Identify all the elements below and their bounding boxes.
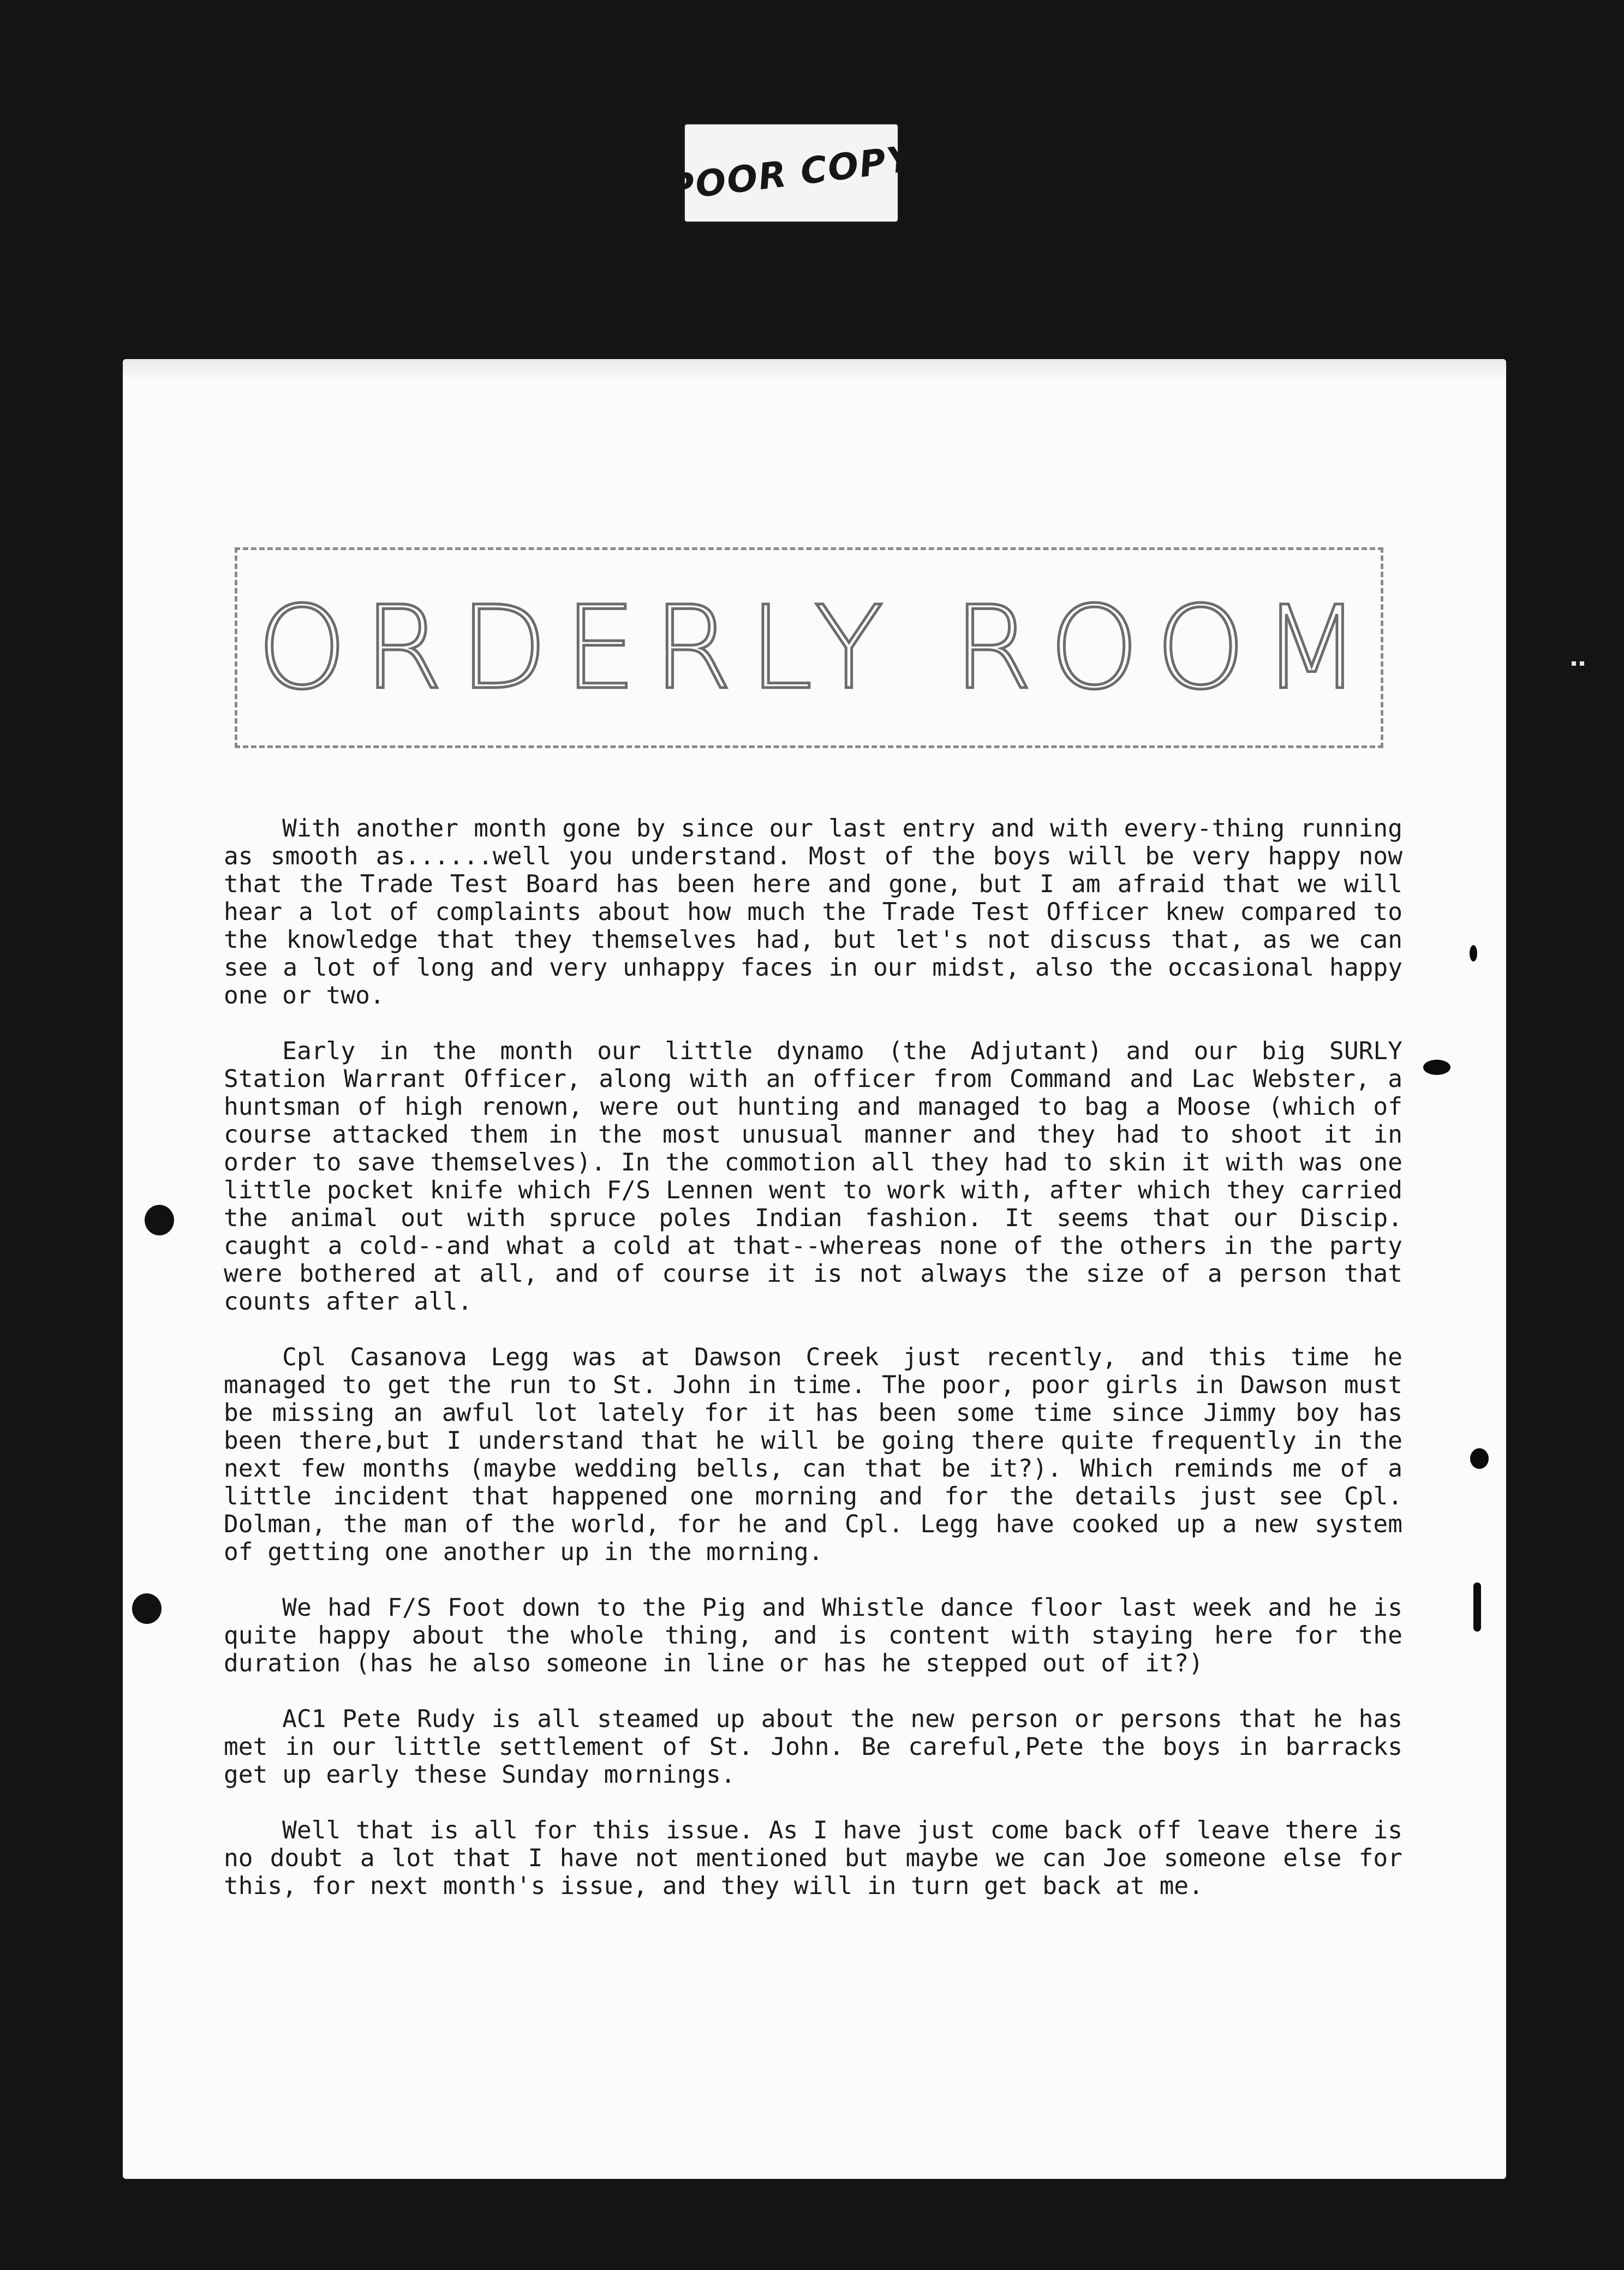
poor-copy-label [666,124,917,222]
paragraph-4: We had F/S Foot down to the Pig and Whistle dance floor last week and he is quite happy about the whole thing, and is content with staying here for the duration (has he also someone in line or has he stepped out of it?) [224,1594,1417,1677]
paragraph-6: Well that is all for this issue. As I have just come back off leave there is no doubt a lot that I have not mentioned but maybe we can Joe someone else for this, for next month's issue, and they will in turn get back at me. [224,1817,1417,1900]
paragraph-2: Early in the month our little dynamo (the Adjutant) and our big SURLY Station Warrant Officer, along with an officer from Command and Lac Webster, a huntsman of high renown, were out hunting and managed to bag a Moose (which of course attacked them in the most unusual manner and they had to shoot it in order to save themselves). In the commotion all they had to skin it with was one little pocket knife which F/S Lennen went to work with, after which they carried the animal out with spruce poles Indian fashion. It seems that our Discip. caught a cold--and what a cold at that--whereas none of the others in the party were bothered at all, and of course it is not always the size of a person that counts after all. [224,1037,1417,1316]
margin-scratch [1473,1582,1481,1632]
margin-blot [1423,1060,1450,1075]
scan-edge-mark [1580,661,1584,666]
scan-edge-mark [1572,661,1576,666]
article-body [224,815,1417,1900]
paragraph-5: AC1 Pete Rudy is all steamed up about the new person or persons that he has met in our little settlement of St. John. Be careful,Pete the boys in barracks get up early these Sunday mornings. [224,1705,1417,1789]
page-title: ORDERLY ROOM [256,581,1378,715]
page-top-edge [123,359,1506,381]
paragraph-1: With another month gone by since our last entry and with every-thing running as smooth as......well you understand. Most of the boys will be very happy now that the Trade Test Board has been here and gone, but I am afraid that we will hear a lot of complaints about how much the Trade Test Officer knew compared to the knowledge that they themselves had, but let's not discuss that, as we can see a lot of long and very unhappy faces in our midst, also the occasional happy one or two. [224,815,1417,1009]
punch-hole-bottom [132,1593,162,1624]
margin-blot [1470,1448,1489,1469]
title-frame [235,547,1383,748]
margin-speck [1470,945,1477,961]
punch-hole-top [145,1205,174,1235]
poor-copy-label-text: POOR COPY [666,137,917,209]
document-page [123,359,1506,2179]
paragraph-3: Cpl Casanova Legg was at Dawson Creek just recently, and this time he managed to get the run to St. John in time. The poor, poor girls in Dawson must be missing an awful lot lately for it has been some time since Jimmy boy has been there,but I understand that he will be going there quite frequently in the next few months (maybe wedding bells, can that be it?). Which reminds me of a little incident that happened one morning and for the details just see Cpl. Dolman, the man of the world, for he and Cpl. Legg have cooked up a new system of getting one another up in the morning. [224,1343,1417,1566]
